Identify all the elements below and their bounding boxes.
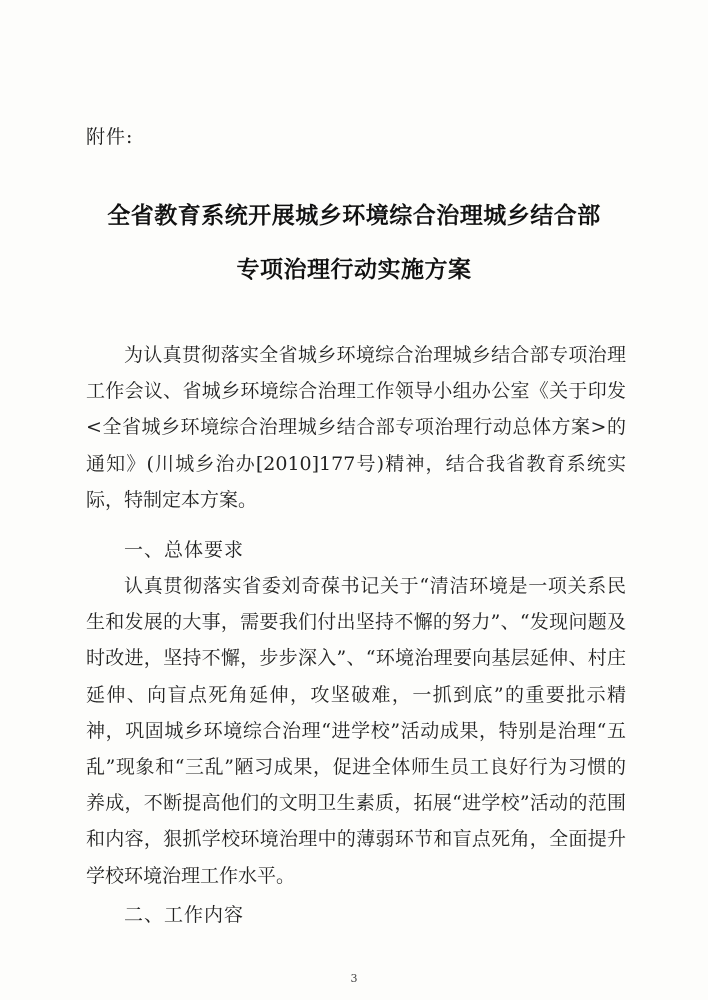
document-title-line-1: 全省教育系统开展城乡环境综合治理城乡结合部 [107,203,601,229]
general-requirements-paragraph: 认真贯彻落实省委刘奇葆书记关于“清洁环境是一项关系民生和发展的大事，需要我们付出坚持不懈的努力”、“发现问题及时改进，坚持不懈，步步深入”、“环境治理要向基层延伸、村庄延伸、向盲点死角延伸，攻坚破难，一抓到底”的重要批示精神，巩固城乡环境综合治理“进学校”活动成果，特别是治理“五乱”现象和“三乱”陋习成果，促进全体师生员工良好行为习惯的养成，不断提高他们的文明卫生素质，拓展“进学校”活动的范围和内容，狠抓学校环境治理中的薄弱环节和盲点死角，全面提升学校环境治理工作水平。 [86,575,626,887]
section-heading-work-content: 二、工作内容 [124,904,245,926]
document-title-line-2: 专项治理行动实施方案 [236,257,472,283]
section-heading-general-requirements: 一、总体要求 [124,539,245,561]
attachment-label: 附件: [86,126,134,148]
intro-paragraph: 为认真贯彻落实全省城乡环境综合治理城乡结合部专项治理工作会议、省城乡环境综合治理工作领导小组办公室《关于印发<全省城乡环境综合治理城乡结合部专项治理行动总体方案>的通知》(川城乡治办[2010]177号)精神，结合我省教育系统实际，特制定本方案。 [86,344,626,511]
page-number: 3 [350,972,358,985]
